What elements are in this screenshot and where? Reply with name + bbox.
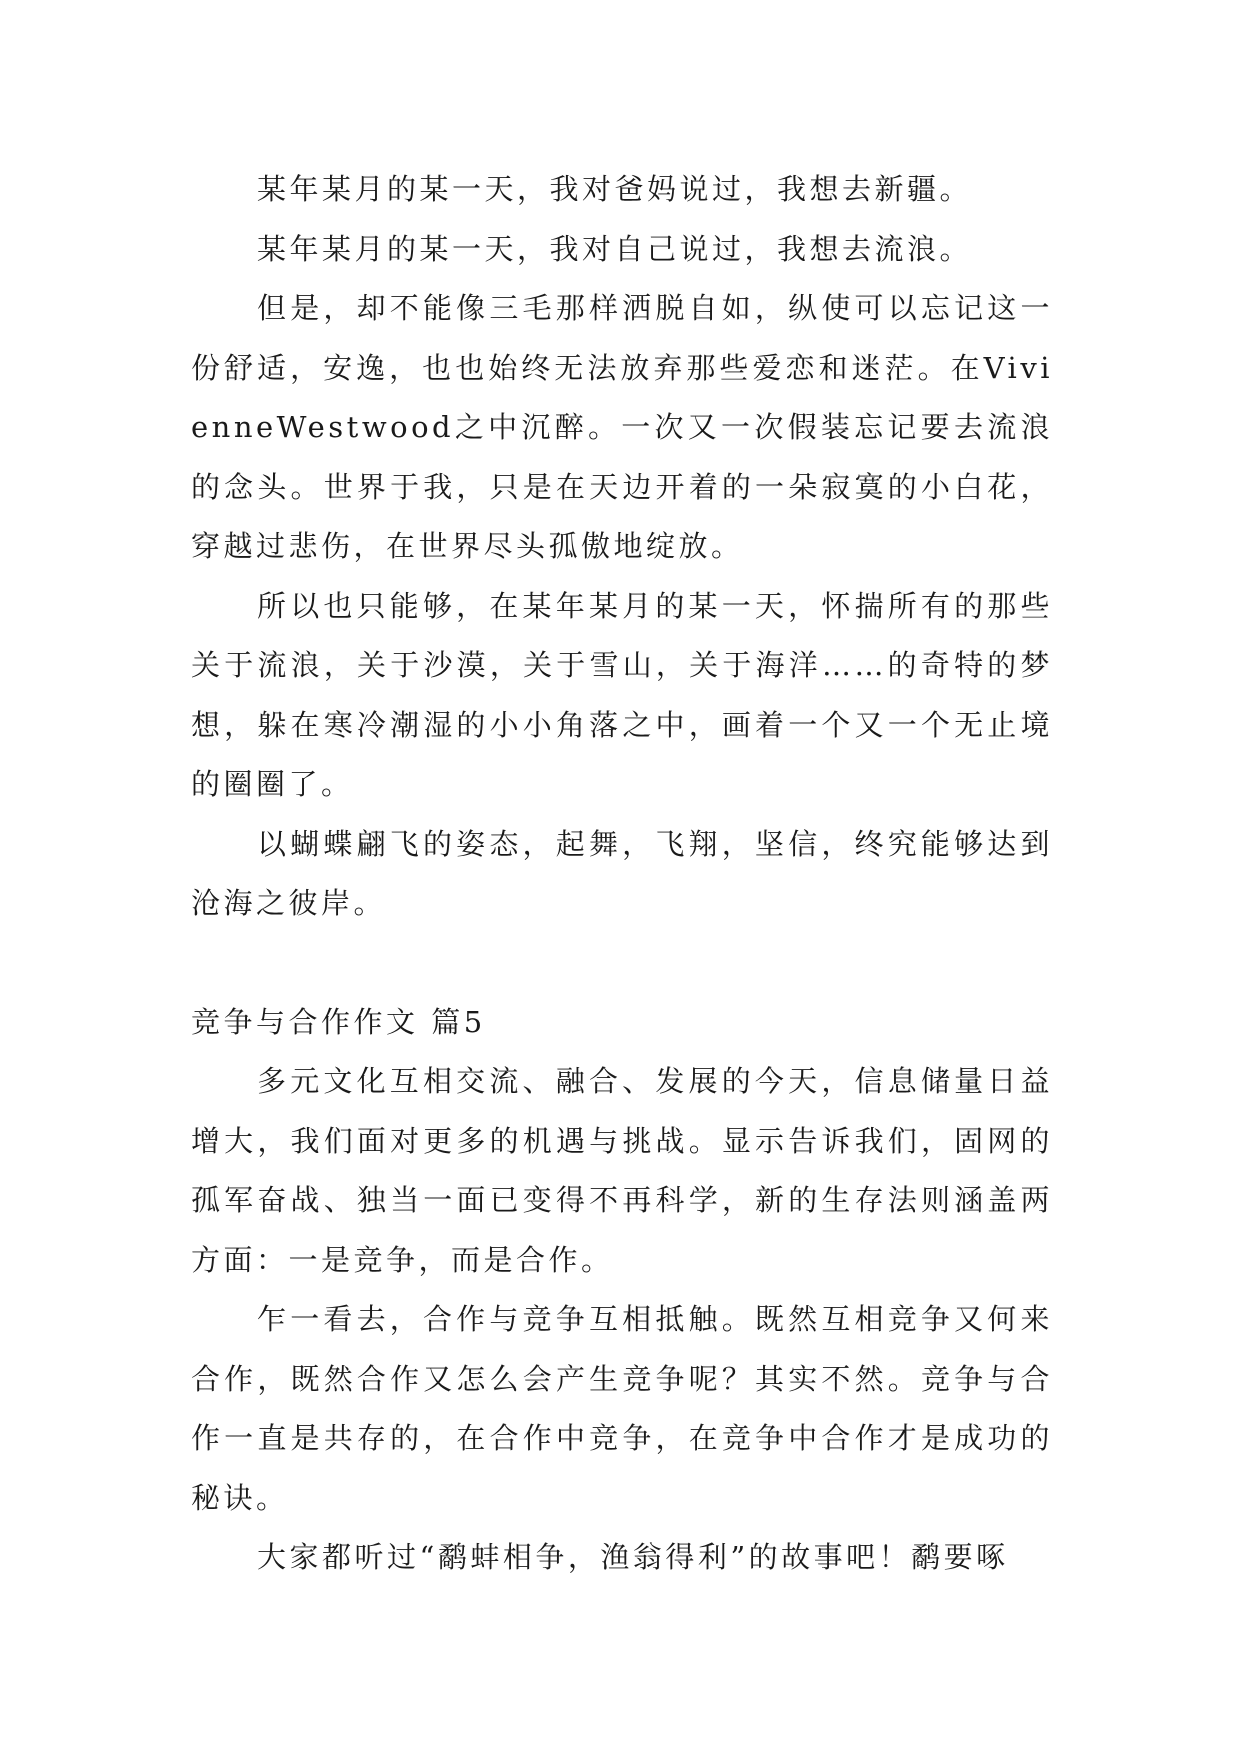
paragraph-wander: 某年某月的某一天，我对自己说过，我想去流浪。	[257, 231, 973, 266]
paragraph-butterfly: 以蝴蝶翩飞的姿态，起舞，飞翔，坚信，终究能够达到沧海之彼岸。	[191, 826, 1053, 920]
paragraph-competition-cooperation: 乍一看去，合作与竞争互相抵触。既然互相竞争又何来合作，既然合作又怎么会产生竞争呢？其实不然。竞争与合作一直是共存的，在合作中竞争，在竞争中合作才是成功的秘诀。	[191, 1302, 1053, 1515]
paragraph-snipe-clam: 大家都听过“鹬蚌相争，渔翁得利”的故事吧！鹬要啄	[257, 1540, 1009, 1574]
paragraph-multiculture: 多元文化互相交流、融合、发展的今天，信息储量日益增大，我们面对更多的机遇与挑战。显示告诉我们，固网的孤军奋战、独当一面已变得不再科学，新的生存法则涵盖两方面：一是竞争，而是合作。	[191, 1064, 1053, 1277]
paragraph-xinjiang: 某年某月的某一天，我对爸妈说过，我想去新疆。	[257, 172, 973, 206]
essay-heading: 竞争与合作作文 篇5	[191, 1004, 486, 1039]
paragraph-dreams: 所以也只能够，在某年某月的某一天，怀揣所有的那些关于流浪，关于沙漠，关于雪山，关于海洋……的奇特的梦想，躲在寒冷潮湿的小小角落之中，画着一个又一个无止境的圈圈了。	[191, 588, 1053, 801]
document-body	[191, 160, 1053, 1588]
paragraph-sanmao: 但是，却不能像三毛那样洒脱自如，纵使可以忘记这一份舒适，安逸，也也始终无法放弃那些爱恋和迷茫。在VivienneWestwood之中沉醉。一次又一次假装忘记要去流浪的念头。世界于我，只是在天边开着的一朵寂寞的小白花，穿越过悲伤，在世界尽头孤傲地绽放。	[191, 291, 1053, 563]
